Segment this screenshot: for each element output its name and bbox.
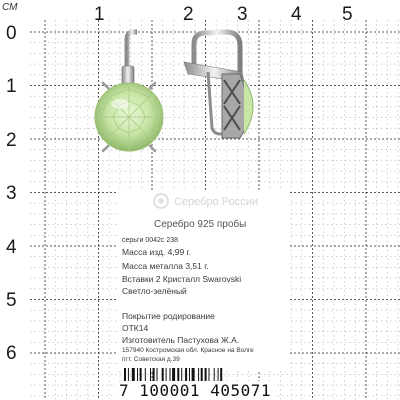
ruler-y-label-0: 0 bbox=[6, 23, 17, 44]
ruler-x-label-2: 2 bbox=[183, 4, 194, 25]
tag-gross-weight: Масса изд. 4,99 г. bbox=[122, 247, 191, 257]
ruler-unit-label: СМ bbox=[2, 2, 18, 13]
ruler-x-label-1: 1 bbox=[94, 4, 105, 25]
left-earring bbox=[95, 32, 163, 151]
tag-inserts: Вставки 2 Кристалл Swarovski bbox=[122, 274, 242, 284]
ruler-x-label-4: 4 bbox=[291, 4, 302, 25]
tag-address-1: 157940 Костромская обл. Красное на Волге bbox=[122, 347, 254, 354]
ruler-y-label-4: 4 bbox=[6, 237, 17, 258]
tag-address-2: пгт. Советская д.39 bbox=[122, 356, 180, 363]
right-earring bbox=[184, 32, 253, 138]
tag-maker: Изготовитель Пастухова Ж.А. bbox=[122, 335, 240, 345]
ruler-x-label-3: 3 bbox=[237, 4, 248, 25]
tag-metal-weight: Масса металла 3,51 г. bbox=[122, 261, 209, 271]
ruler-y-label-3: 3 bbox=[6, 183, 17, 204]
ruler-y-label-5: 5 bbox=[6, 290, 17, 311]
watermark-text: Серебро России bbox=[174, 196, 259, 208]
tag-article: серьги 0042с 238 bbox=[122, 237, 179, 244]
ruler-y-label-2: 2 bbox=[6, 130, 17, 151]
ruler-x-label-5: 5 bbox=[342, 4, 353, 25]
tag-coating: Покрытие родирование bbox=[122, 311, 215, 321]
tag-qc: ОТК14 bbox=[122, 323, 149, 333]
ruler-y-label-1: 1 bbox=[6, 76, 17, 97]
ruler-y-label-6: 6 bbox=[6, 343, 17, 364]
tag-title: Серебро 925 пробы bbox=[154, 219, 247, 230]
barcode-number: 7 100001 405071 bbox=[116, 381, 274, 400]
tag-color: Светло-зелёный bbox=[122, 286, 187, 296]
